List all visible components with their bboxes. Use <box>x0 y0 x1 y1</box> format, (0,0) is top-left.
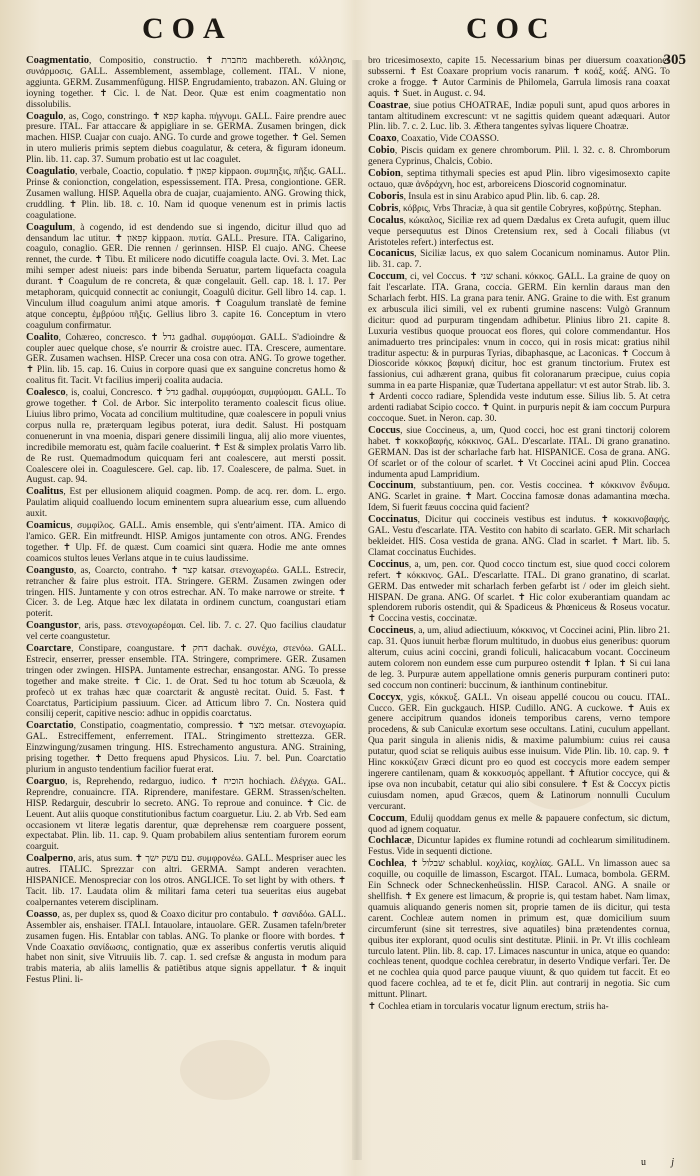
entry-headword: Cobio <box>368 145 395 157</box>
entry-headword: Coalitus <box>26 486 64 498</box>
entry-headword: Coccum <box>368 271 405 283</box>
dictionary-entry <box>368 56 670 100</box>
dictionary-entry <box>368 814 670 836</box>
entry-text: , Insula est in sinu Arabico apud Plin. lib. 6. cap. 28. <box>403 191 600 202</box>
entry-text: , as, Cogo, constringo. ✝ קפא kapha. πήγνυμι. GALL. Faire prendre auec presure. ITAL. Far attaccare & appigliare in se. GERMA. Zusamen bringen, dick machen. HISP. Cuajar con cuajo. ANG. To curde and growe together. ✝ Gel. Semen in utero mulieris primis septem diebus coagulatur, & cetera, & figuram idoneum. Plin. lib. 11. cap. 37. Sumum probatio est ut lac coagulet. <box>26 111 346 166</box>
entry-text: , septima tithymali species est apud Plin. libro vigesimosexto capite octauo, quæ ἀνδράχνη, hoc est, arboreicens Dioscorid cognominatur. <box>368 169 670 190</box>
entry-text: , Est per ellusionem aliquid coagmen. Pomp. de acq. rer. dom. L. ergo. Paulatim aliquid coalluendo locum eminentem supra aluearium esse, cum alluendo auxit. <box>26 487 346 520</box>
entry-headword: Coarguo <box>26 775 66 787</box>
entry-text: , Dicuntur lapides ex flumine rotundi ad cochlearum similitudinem. Festus. Vide in sequenti dictione. <box>368 836 670 858</box>
entry-text: , Coaxatio, Vide COASSO. <box>396 134 499 145</box>
dictionary-entry <box>368 426 670 481</box>
dictionary-entry <box>26 566 346 621</box>
dictionary-entry <box>368 836 670 858</box>
entry-text: , is, coalui, Concresco. ✝ גדל gadhal. συμφύομαι, συμφύομαι. GALL. To growe together. ✝ Col. de Arbor. Sic interpolito teramento coalescit ficus oliue. Liuius libro primo, Vocata ad concilium multitudine, quæ coalescere in populi vnius corpus nulla re, præterquam legibus poterat, iura dedit. Salust. Hi postquam conuenerunt in vna moenia, dispari genere dissimili lingua, alij alio more viuentes, incredibile memoratu est, quàm facile coaluerint. ✝ Est & simplex prolatis Varro lib. de Re rust. Quemadmodum quicquam feri ant coalescere, aut mersti possit. Coalescere olei in. Coagulescere. Gel. cap. lib. 17. Coalescere, de palma. Suet. in August. cap. 94. <box>26 388 346 486</box>
entry-text: , ✝ שבלול schablul. κοχλίας, κοχλίας. GALL. Vn limasson auec sa coquille, ou coquille de limasson, Escargot. ITAL. Lumaca, bombola. GERM. Ein Schneck oder Schneckenheüsslin. HISP. Caracol. ANG. A snaile or shellfish. ✝ Ex genere est limacum, & proprie is, qui testam habet. Nam limax, quamuis aliquando generis nomen sit, proprie tamen de iis dicitur, qui testa carent. Cochleæ autem nomen in primum est, quæ domicilium suum circumferunt (sine sit terrestres, sive aquatiles) bina prætendentes cornua, quibus iter explorant, quod oculis sint destitutæ. Plinii. in Pr. Vt illis cochleam turculo latent. Plin. lib. 8. cap. 17. Limaces nascuntur in unica, atque eo quando: cochleas tenent, quodque cochlea cerebratur, in deserto Vndique verfari. Ter. De et ne cochlea quia quod parce pauque viuunt, & quo quidem tut faccit. Et eo quod facere cochlea, ad te et fe, dicit Plin. aut contrarij in negotia. Sic cum mittunt. Plinart. <box>368 859 670 1001</box>
entry-headword: Coangustor <box>26 620 79 632</box>
entry-text: , substantiuum, pen. cor. Vestis coccinea. ✝ κόκκινον ἔνδυμα. ANG. Scarlet in graine. ✝ Mart. Coccina famosæ donas adamantina mœcha. Idem, Si fuerit fæuus coccina quid facient? <box>368 481 670 514</box>
entry-text: , siue Coccineus, a, um, Quod cocci, hoc est grani tinctorij colorem habet. ✝ κοκκοβαφής, κόκκινος. GAL. D'escarlate. ITAL. Di grano granatino. GERMAN. Das ist der scharlache farb hat. HISPANICE. Cosa de grana. ANG. Of scarlet or of the colour of scarlet. ✝ Vt Coccinei acini apud Plin. Coccea indumenta apud Lampridium. <box>368 425 670 480</box>
entry-text: , Piscis quidam ex genere chromborum. Plil. l. 32. c. 8. Chromborum genera Cyprinus, Chalcis, Cobio. <box>368 146 670 168</box>
entry-headword: Cochlacæ <box>368 835 412 847</box>
entry-headword: Coalesco <box>26 387 66 399</box>
entry-text: , as, Coarcto, contraho. ✝ קצר katsar. στενοχωρέω. GALL. Estrecir, retrancher & faire plus estroit. ITA. Stringere. GERM. Zusamen zwingen oder tringen. HIS. Juntamente y con otros estrechar. AN. To make narrowe or streite. ✝ Cicer. 3. de Leg. Atque hæc lex dilatata in ordinem cunctum, coangustari etiam poterit. <box>26 565 346 620</box>
entry-headword: Coccum <box>368 812 405 824</box>
entry-text: , Constipatio, coagmentatio, compressio. ✝ מצר metsar. στενοχωρία. GAL. Estreciffement, enferrement. ITAL. Stringimento strettezza. GER. Einzwingung/zusamen tringung. HIS. Estrechamento angustura. ANG. Straining, prising together. ✝ Detto frequens apud Physicos. Liu. 7. bel. Pun. Coarctatio plurium in angusto tendentium facilior fuerat erat. <box>26 721 346 775</box>
dictionary-entry <box>26 56 346 111</box>
entry-text: ✝ Cochlea etiam in torcularis vocatur lignum erectum, striis ha- <box>368 1002 609 1013</box>
dictionary-entry <box>26 521 346 565</box>
entry-text: , a, um, aliud adiectiuum, κόκκινος, vt Coccinei acini, Plin. libro 21. cap. 31. Quos iunuit herbæ florum multitudo, in duobus eius generibus: quorum alterum, cuius acini coccini, grandi foliculi, halicacabum vocant. Coccineum autem colorem non eundem esse cum purpureo ostendit ✝ Iplan. ✝ Si cui lana de leg. 3. Purpuræ autem appellatione omnis generis purpuram contineri puto: sed coccum non contineri: buccinum, & ianthinum continebitur. <box>368 626 670 691</box>
entry-text: , κώκαλος, Siciliæ rex ad quem Dædalus ex Creta aufugit, quem illuc veque persequutus est Dinos Cretensium rex, sed à Cocali filiabus (vt Aristoteles refert.) interfectus est. <box>368 215 670 248</box>
entry-text: , aris, atus sum. ✝ עם עשק ישך. συμφρονέω. GALL. Mespriser auec les autres. ITALIC. Sprezzar con altri. GERMA. Sampt anderen verachten. HISPANICE. Menospreciar con los otros. ANGLICE. To set light by with others. ✝ Tacit. lib. 17. Laudata olim & militari fama ceteri tua seueritas eius augebat coalpernantes veterem disciplinam. <box>26 854 346 908</box>
entry-headword: Coaxo <box>368 133 397 145</box>
running-head-right: COC <box>466 12 557 45</box>
dictionary-entry <box>368 481 670 514</box>
entry-text: , verbale, Coactio, copulatio. ✝ קפאון kippaon. συμπηξις, πῆξις. GALL. Prinse & conionction, congelation, espessissement. ITA. Presa, congiontione. GER. Zusamen wallung. HISP. Aquella obra de cuajar, cuajamiento. ANG. Growing thick, cruddling. ✝ Plin. lib. 18. c. 10. Nam id quoque venenum est in primis lactis coagulatione. <box>26 167 346 221</box>
entry-text: , κόβρις, Vrbs Thraciæ, à qua sit gentile Cobryres, κοβρύτης. Stephan. <box>398 203 662 214</box>
entry-text: , Dicitur qui coccineis vestibus est indutus. ✝ κοκκινοβαφής. GAL. Vestu d'escarlate. ITA. Vestito con habito di scarlato. GER. Mit scharlach bekleidet. HIS. Cosa vestida de grana. ANG. Clad in scarlet. ✝ Mart. lib. 5. Clamat coccinatus Euchides. <box>368 515 670 558</box>
dictionary-entry <box>368 146 670 168</box>
dictionary-entry <box>26 223 346 332</box>
dictionary-entry <box>368 204 670 215</box>
catchword: j <box>671 1157 674 1168</box>
entry-text: , Siciliæ lacus, ex quo salem Cocanicum nominamus. Autor Plin. lib. 31. cap. 7. <box>368 249 670 271</box>
entry-headword: Coarctare <box>26 643 72 655</box>
right-column <box>368 56 670 1014</box>
dictionary-entry <box>368 626 670 691</box>
entry-text: , a, um, pen. cor. Quod cocco tinctum est, siue quod cocci colorem refert. ✝ κόκκινος. GAL. D'escarlatte. ITAL. Di grano granatino, di scarlat. GERM. Das entweder mit scharlach ferben gefarbt ist / oder im gleich sieht. HISPAN. De grana. ANG. Of scarlet. ✝ Hic color exuberantiam quandam ac splendorem ruboris ostendit, qui & Spadiceus & Phœniceus & Roseus vocatur. ✝ Coccina vestis, coccinatæ. <box>368 559 670 625</box>
entry-headword: Coagulo <box>26 110 64 122</box>
entry-headword: Cobris <box>368 202 399 214</box>
entry-text: , συμφίλος. GALL. Amis ensemble, qui s'entr'aiment. ITA. Amico di l'amico. GER. Ein mitfreundt. HISP. Amigos juntamente con otros. ANG. Frendes together. ✝ Ulp. Ff. de quæst. Cum coamici sint quæra. Hodie me ante omnes coamicos stultos leues Verlans atque in te cuius laudissime. <box>26 521 346 564</box>
entry-headword: Coalperno <box>26 853 74 865</box>
entry-text: , aris, pass. στενοχωρέομαι. Cel. lib. 7. c. 27. Quo facilius claudatur vel certe coangustetur. <box>26 621 346 643</box>
entry-text: , Compositio, constructio. ✝ מחברת machbereth. κόλλησις, συνάρμοσις. GALL. Assemblement, assemblage, collement. ITAL. V nione, aggiunta. GERM. Zusammenfügung. HISP. Engrudamiento, trabazon. AN. Gluing or ioyning together. ✝ Cic. l. de Nat. Deor. Quæ est enim coagmentatio non dissolubilis. <box>26 56 346 110</box>
dictionary-entry <box>368 101 670 134</box>
dictionary-entry <box>26 388 346 486</box>
running-head-left: COA <box>142 12 233 45</box>
column-gutter <box>352 60 362 1160</box>
entry-headword: Coastrae <box>368 99 409 111</box>
entry-headword: Coangusto <box>26 564 74 576</box>
dictionary-entry <box>368 216 670 249</box>
entry-headword: Coccineus <box>368 625 414 637</box>
dictionary-entry <box>26 854 346 909</box>
dictionary-entry <box>368 272 670 425</box>
dictionary-entry <box>26 621 346 643</box>
dictionary-entry <box>26 721 346 776</box>
entry-text: , ci, vel Coccus. ✝ שני schani. κόκκος. GALL. La graine de quoy on fait l'escarlate. ITA. Grana, coccia. GERM. Ein kernlin daraus man den Scharlach ferbt. HIS. La grana para tenir. ANG. Graine to die with. Est granum ex arbuscula ilici simili, vel ex rubenti grumine nascens: Vulgò Grannum dicitur: quod ad purpuram tingendam adhibetur. Plinius libro 21. capite 8. Luxuria vestibus quoque prouocat eos flores, qui colore commendantur. Hos animaduerto tres principales: vnum in cocco, qui in rosis micat: gratius nihil traditur aspectu: & in purpuras Tyrias, dibaphasque, ac Laconicas. ✝ Coccum à Dioscoride κόκκος βαφική dicitur, hoc est granum tinctorium. Frutex est fassionius, cui adhærent grana, quibus fit coloranarum præcipue, cuius copia summa in ea parte Hispaniæ, quæ Tudertana appellatur: vt est autor Strab. lib. 3. ✝ Ardenti cocco radiare, Splendida veste indutum esse. Silius lib. 5. At cetra ardenti radiabat Scipio cocco. ✝ Quint. in purpuris nepit & iam coccum Purpura coccoque. Suet. in Neron. cap. 30. <box>368 272 670 424</box>
paper-stain <box>180 1040 270 1100</box>
dictionary-entry <box>26 644 346 720</box>
entry-headword: Coalito <box>26 331 59 343</box>
entry-text: bro tricesimosexto, capite 15. Necessarium binas per diuersum coaxationes subsserni. ✝ Est Coaxare proprium vocis ranarum. ✝ κοάξ, κοάξ. ANG. To croke a frogge. ✝ Autor Carminis de Philomela, Garrula limosis rana coaxat aquis. ✝ Suet. in August. c. 94. <box>368 56 670 99</box>
dictionary-entry <box>368 134 670 145</box>
dictionary-entry <box>26 777 346 853</box>
entry-headword: Cochlea <box>368 858 405 870</box>
entry-headword: Cocanicus <box>368 248 415 260</box>
dictionary-entry <box>26 910 346 986</box>
page-number: 305 <box>663 52 686 68</box>
dictionary-entry <box>26 333 346 388</box>
entry-headword: Coagmentatio <box>26 55 89 66</box>
entry-text: , Cohæreo, concresco. ✝ גדל gadhal. συμφύομαι. GALL. S'adioindre & coupler auec quelque chose, s'e nourrir & croistre auec. ITA. Crescere, aumentare. GER. Zusamen wachsen. HISP. Crecer una cosa con otra. ANG. To growe together. ✝ Plin. lib. 15. cap. 16. Cuius in corpore quasi que ex sanguine concretus homo & coalitus fit. Tacit. Vt facilius imperij coalita audacia. <box>26 332 346 387</box>
page-header <box>0 8 700 56</box>
dictionary-entry <box>368 1002 670 1013</box>
entry-headword: Cobion <box>368 168 401 180</box>
entry-headword: Coccus <box>368 424 401 436</box>
entry-headword: Cocalus <box>368 214 404 226</box>
dictionary-entry <box>368 169 670 191</box>
entry-headword: Coamicus <box>26 520 71 532</box>
signature-mark: u <box>641 1157 646 1168</box>
dictionary-entry <box>368 859 670 1001</box>
entry-headword: Coccinatus <box>368 514 418 526</box>
entry-headword: Coccinum <box>368 480 414 492</box>
entry-headword: Coarctatio <box>26 720 74 732</box>
dictionary-entry <box>26 112 346 167</box>
entry-text: , is, Reprehendo, redarguo, iudico. ✝ הוכיח hochiach. ἐλέγχω. GAL. Reprendre, conuaincre. ITA. Riprendere, manifestare. GERM. Strassen/schelten. HISP. Redarguir, descubrir lo secreto. ANG. To reproue and conuince. ✝ Cic. de Leuent. Aut aliis quoque constitutionibus factum coarguetur. Liu. 2. ab Vrb. Sed eam occasionem vt literæ legatis darentur, quæ deprehensæ rem coarguere possent, expectabat. Plin. lib. 11. cap. 9. Quam probabilem alius sententiam furorem eorum coarguit. <box>26 776 346 853</box>
entry-text: , à cogendo, id est dendendo sue si ingendo, dicitur illud quo ad densandum lac utitur. ✝ קפאון kippaon. πυτία. GALL. Presure. ITA. Caligarino, coagulo, conaglio. GER. Die rennen / gerinnsen. HISP. El cuajo. ANG. Cheese rennet, the curde. ✝ Tibu. Et milicere nodo dicutiffe coagula lacte. Ovi. 3. Met. Lac mihi semper adest niueis: pars inde bibenda Seruatur, partem liquefacta coagula durant. ✝ Coagulum de re concreta, & quæ congelauit. Gell. cap. 18. l. 17. Per metaphoram, quicquid connectit ac coniungit, Coagulû dicitur. Gell libro 14. cap. 1. Vinculum illud coagulum animi atque amoris. ✝ Coagulum translatè de femine atque conceptu, ἐμβρύου πῆξις. Gellius libro 3. capite 16. Conceptum in vtero coagulum confirmatur. <box>26 222 346 331</box>
left-column <box>26 56 346 987</box>
dictionary-entry <box>368 693 670 813</box>
entry-headword: Coasso <box>26 908 58 920</box>
entry-headword: Coagulatio <box>26 166 76 178</box>
entry-text: , Edulij quoddam genus ex melle & papauere confectum, sic dictum, quod ad ignem coquatur. <box>368 813 670 835</box>
entry-text: , siue potius CHOATRAE, Indiæ populi sunt, apud quos arbores in tantam altitudinem excrescunt: vt ne sagittis quidem queant adæquari. Autor Plin. lib. 7. c. 2. Luc. lib. 3. Æthera tangentes sylvas liquere Choatræ. <box>368 100 670 133</box>
entry-text: , Constipare, coangustare. ✝ דחק dachak. συνέχω, στενόω. GALL. Estrecir, enserrer, presser ensemble. ITA. Stringere, comprimere. GER. Zusamen tringen oder zwingen. HISPA. Juntamente estrechar, ensangostar. ANG. To presse together and make streite. ✝ Cic. 1. de Orat. Sed tu hoc totum ab Scæuola, & profecò ut ex trahas hæc quæ coarctarit & angustè recitat. Ouid. 5. Fast. ✝ Coarctatus, Participium passiuum. Cicer. ad Atticum libro 7. Cn. Nostera quid consilij ceperit, capitive nescio: adhuc in oppidis coarctatus. <box>26 644 346 720</box>
dictionary-entry <box>368 249 670 271</box>
dictionary-entry <box>368 560 670 625</box>
dictionary-entry <box>26 167 346 222</box>
entry-headword: Coccinus <box>368 558 409 570</box>
entry-headword: Coagulum <box>26 221 73 233</box>
entry-headword: Coboris <box>368 190 404 202</box>
entry-text: , ygis, κόκκυξ. GALL. Vn oiseau appellé coucou ou coucu. ITAL. Cucco. GER. Ein guckgauch. HISP. Cudillo. ANG. A cuckowe. ✝ Auis ex genere accipitrum quandos idoneis temporibus carens, verno tempore procedens, & sub Caniculæ exortum sese occultans. Latini, cuculum appellant. Qua parit singula in alienis nidis, & maxime palumbium: cuius rei causa putatur, quod sciat se reliquis auibus esse inuisum. Vide Plin. lib. 10. cap. 9. ✝ Hinc κοκκύζειν Græci dicunt pro eo quod est coccycis more eadem semper ingerere cantilenam, quam & κοκκυσμός appellant. ✝ Aftutior coccyce, qui & ipse ova non incubabit, cetatur qui alio sibi consulere. ✝ Est & Coccyx pictis cuiusdam nomen, apud Græcos, quem & Latinorum nonnulli Cuculum vercurant. <box>368 692 670 812</box>
dictionary-entry <box>26 487 346 520</box>
dictionary-entry <box>368 515 670 559</box>
dictionary-entry <box>368 192 670 203</box>
entry-text: , as, per duplex ss, quod & Coaxo dicitur pro contabulo. ✝ σανιδόω. GALL. Assembler ais, enshaiser. ITALI. Intauolare, intauolare. GER. Zusamen tafeln/breter zusamen fugen. His. Entablar con tablas. ANG. To planke or floore with bordes. ✝ Vnde Coaxatio σανίδωσις, contignatio, quæ ex asseribus confertis verutis aliquid habet non sinit, sive Vitruuiis lib. 7. cap. 1. sed crefsæ & angusta in modum para trabis materia, ab aliis lamellis & patiētibus atque signis appellatur. ✝ & inquit Festus Plini. li- <box>26 909 346 986</box>
entry-headword: Coccyx <box>368 691 401 703</box>
